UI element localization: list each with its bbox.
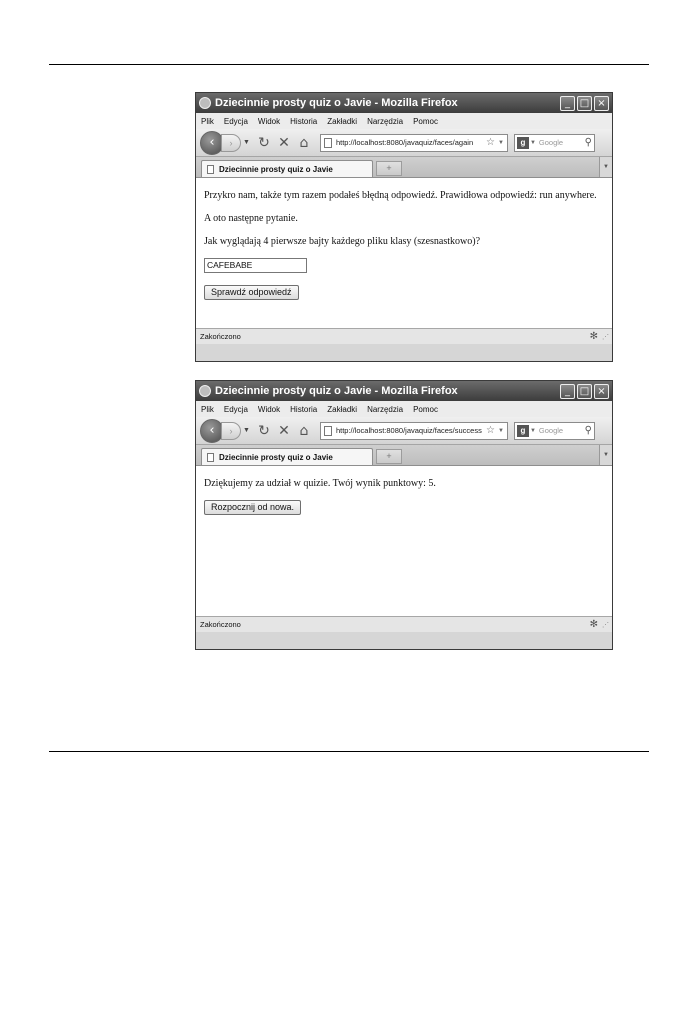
menu-bar (196, 401, 612, 417)
restart-button[interactable]: Rozpocznij od nowa. (204, 500, 301, 515)
minimize-button[interactable]: _ (560, 384, 575, 399)
back-arrow-icon[interactable]: ‹ (200, 419, 224, 443)
forward-arrow-icon[interactable]: › (221, 134, 241, 152)
answer-input[interactable]: CAFEBABE (204, 258, 307, 273)
tab-quiz[interactable] (201, 160, 373, 177)
status-bar (196, 616, 612, 632)
url-input[interactable] (320, 422, 508, 440)
tab-label: Dziecinnie prosty quiz o Javie (219, 164, 333, 174)
title-bar[interactable] (196, 381, 612, 401)
stop-icon[interactable]: ✕ (278, 422, 290, 439)
browser-window-result (195, 380, 613, 650)
browser-window-question (195, 92, 613, 362)
url-dropdown-icon[interactable]: ▼ (497, 427, 504, 434)
search-placeholder: Google (538, 138, 564, 147)
menu-history[interactable]: Historia (290, 116, 318, 126)
menu-edit[interactable]: Edycja (223, 116, 248, 126)
tab-list-icon[interactable]: ▼ (599, 445, 612, 465)
menu-help[interactable]: Pomoc (413, 404, 438, 414)
search-input[interactable] (514, 134, 595, 152)
score-message: Dziękujemy za udział w quizie. Twój wynik punktowy: 5. (204, 478, 436, 489)
resize-grip-icon[interactable]: ⋰ (602, 621, 608, 629)
menu-edit[interactable]: Edycja (223, 404, 248, 414)
close-button[interactable]: × (594, 96, 609, 111)
tab-bar (196, 157, 612, 178)
page-content (196, 178, 612, 328)
page-icon (324, 138, 332, 148)
search-engine-dropdown-icon[interactable]: ▼ (529, 139, 536, 146)
addon-icon[interactable]: ✻ (589, 331, 598, 342)
search-input[interactable] (514, 422, 595, 440)
menu-bookmarks[interactable]: Zakładki (327, 116, 358, 126)
question-text: Jak wyglądają 4 pierwsze bajty każdego pliku klasy (szesnastkowo)? (204, 236, 481, 247)
window-title: Dziecinnie prosty quiz o Javie - Mozilla Firefox (215, 97, 458, 109)
addon-icon[interactable]: ✻ (589, 619, 598, 630)
new-tab-button[interactable]: + (376, 449, 402, 464)
navigation-toolbar (196, 417, 612, 445)
menu-view[interactable]: Widok (257, 116, 281, 126)
tab-list-icon[interactable]: ▼ (599, 157, 612, 177)
back-arrow-icon[interactable]: ‹ (200, 131, 224, 155)
top-rule (49, 64, 649, 65)
tab-page-icon (207, 453, 214, 462)
minimize-button[interactable]: _ (560, 96, 575, 111)
menu-file[interactable]: Plik (201, 404, 214, 414)
home-icon[interactable]: ⌂ (299, 134, 309, 151)
firefox-icon (199, 385, 211, 397)
title-bar[interactable] (196, 93, 612, 113)
maximize-button[interactable]: □ (577, 384, 592, 399)
url-text: http://localhost:8080/javaquiz/faces/success (335, 426, 482, 435)
menu-bar (196, 113, 612, 129)
menu-tools[interactable]: Narzędzia (367, 404, 404, 414)
check-answer-button[interactable]: Sprawdź odpowiedź (204, 285, 299, 300)
reload-icon[interactable]: ↻ (258, 422, 270, 439)
search-engine-icon[interactable]: g (517, 425, 529, 437)
result-message: Przykro nam, także tym razem podałeś błędną odpowiedź. Prawidłowa odpowiedź: run anywhere. (204, 190, 597, 201)
tab-quiz[interactable] (201, 448, 373, 465)
firefox-icon (199, 97, 211, 109)
search-placeholder: Google (538, 426, 564, 435)
page-icon (324, 426, 332, 436)
window-title: Dziecinnie prosty quiz o Javie - Mozilla Firefox (215, 385, 458, 397)
status-text: Zakończono (200, 620, 241, 629)
url-dropdown-icon[interactable]: ▼ (497, 139, 504, 146)
magnifier-icon[interactable]: ⚲ (584, 425, 592, 436)
star-icon[interactable]: ☆ (486, 425, 495, 436)
page-content (196, 466, 612, 616)
history-dropdown-icon[interactable]: ▼ (243, 427, 250, 434)
close-button[interactable]: × (594, 384, 609, 399)
status-bar (196, 328, 612, 344)
star-icon[interactable]: ☆ (486, 137, 495, 148)
navigation-toolbar (196, 129, 612, 157)
menu-bookmarks[interactable]: Zakładki (327, 404, 358, 414)
menu-help[interactable]: Pomoc (413, 116, 438, 126)
menu-file[interactable]: Plik (201, 116, 214, 126)
resize-grip-icon[interactable]: ⋰ (602, 333, 608, 341)
home-icon[interactable]: ⌂ (299, 422, 309, 439)
url-text: http://localhost:8080/javaquiz/faces/again (335, 138, 474, 147)
bottom-rule (49, 751, 649, 752)
tab-page-icon (207, 165, 214, 174)
next-question-label: A oto następne pytanie. (204, 213, 298, 224)
menu-view[interactable]: Widok (257, 404, 281, 414)
maximize-button[interactable]: □ (577, 96, 592, 111)
magnifier-icon[interactable]: ⚲ (584, 137, 592, 148)
history-dropdown-icon[interactable]: ▼ (243, 139, 250, 146)
stop-icon[interactable]: ✕ (278, 134, 290, 151)
forward-arrow-icon[interactable]: › (221, 422, 241, 440)
search-engine-icon[interactable]: g (517, 137, 529, 149)
search-engine-dropdown-icon[interactable]: ▼ (529, 427, 536, 434)
menu-tools[interactable]: Narzędzia (367, 116, 404, 126)
tab-label: Dziecinnie prosty quiz o Javie (219, 452, 333, 462)
url-input[interactable] (320, 134, 508, 152)
new-tab-button[interactable]: + (376, 161, 402, 176)
menu-history[interactable]: Historia (290, 404, 318, 414)
status-text: Zakończono (200, 332, 241, 341)
reload-icon[interactable]: ↻ (258, 134, 270, 151)
tab-bar (196, 445, 612, 466)
